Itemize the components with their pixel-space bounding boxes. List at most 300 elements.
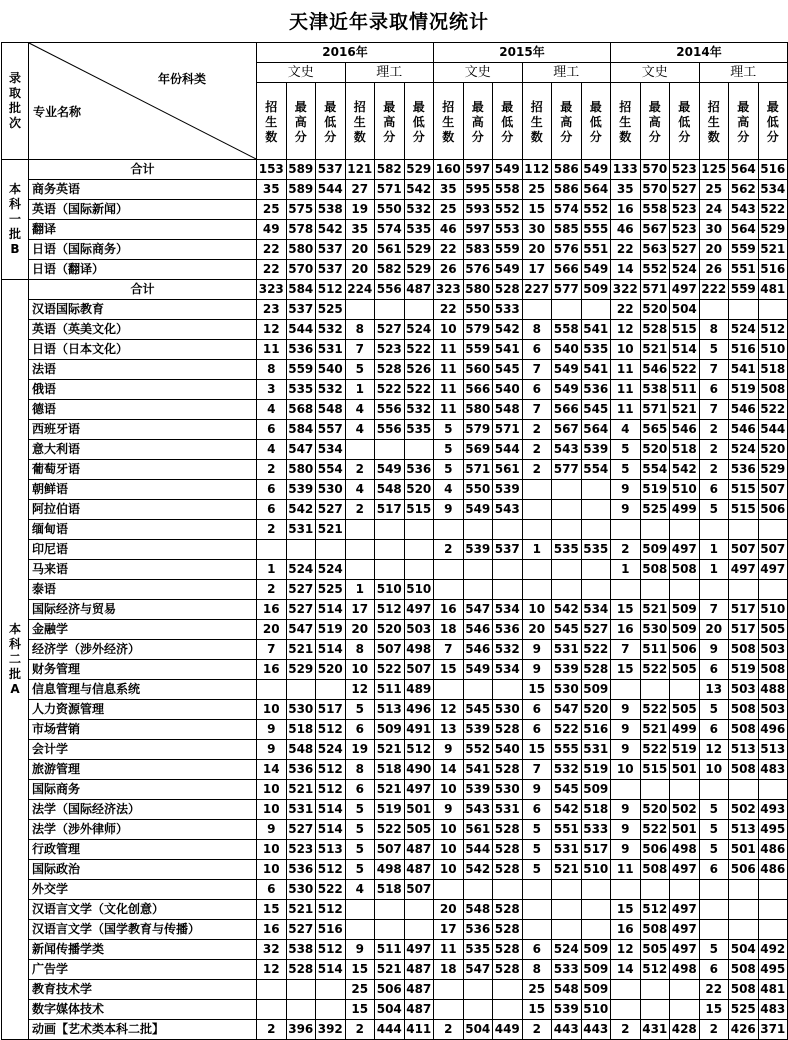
year-header: 2016年 [257,43,434,63]
value-cell: 557 [316,420,346,440]
value-cell: 15 [699,1000,729,1020]
value-cell: 5 [522,840,552,860]
value-cell: 509 [581,280,611,300]
value-cell: 549 [581,260,611,280]
value-cell: 524 [404,320,434,340]
value-cell: 512 [316,720,346,740]
value-cell: 556 [375,420,405,440]
value-cell: 514 [316,640,346,660]
value-cell: 582 [375,260,405,280]
value-cell: 525 [316,300,346,320]
major-name: 财务管理 [29,660,257,680]
value-cell: 22 [434,300,464,320]
value-cell: 522 [640,700,670,720]
value-cell: 30 [699,220,729,240]
value-cell [552,300,582,320]
value-cell [640,980,670,1000]
value-cell: 516 [758,160,788,180]
value-cell: 554 [640,460,670,480]
major-name: 马来语 [29,560,257,580]
value-cell: 530 [493,780,523,800]
value-cell: 6 [257,420,287,440]
value-cell: 323 [257,280,287,300]
value-cell: 19 [345,200,375,220]
value-cell: 545 [552,620,582,640]
value-cell: 20 [257,620,287,640]
value-cell: 9 [434,800,464,820]
value-cell: 516 [581,720,611,740]
table-row [2,800,788,820]
value-cell: 16 [434,600,464,620]
value-cell: 580 [286,240,316,260]
table-row [2,200,788,220]
value-cell: 534 [493,660,523,680]
value-cell: 25 [434,200,464,220]
value-cell: 536 [286,860,316,880]
value-cell: 528 [493,960,523,980]
value-cell: 548 [375,480,405,500]
major-name: 汉语国际教育 [29,300,257,320]
value-cell: 532 [404,200,434,220]
value-cell: 6 [699,960,729,980]
value-cell [257,1000,287,1020]
value-cell: 322 [611,280,641,300]
value-cell: 10 [611,340,641,360]
table-row [2,940,788,960]
value-cell: 521 [375,780,405,800]
value-cell: 570 [286,260,316,280]
value-cell: 2 [257,460,287,480]
value-cell: 528 [493,920,523,940]
metric-header [640,83,670,160]
value-cell: 1 [522,540,552,560]
value-cell: 16 [257,660,287,680]
value-cell: 534 [493,600,523,620]
value-cell [758,520,788,540]
value-cell: 431 [640,1020,670,1040]
value-cell [758,880,788,900]
value-cell: 6 [345,780,375,800]
value-cell: 540 [552,340,582,360]
value-cell: 534 [758,180,788,200]
value-cell: 6 [699,720,729,740]
value-cell: 11 [434,400,464,420]
value-cell: 521 [758,240,788,260]
value-cell: 487 [404,860,434,880]
value-cell: 521 [316,520,346,540]
value-cell: 533 [552,960,582,980]
value-cell: 539 [493,480,523,500]
major-name: 数字媒体技术 [29,1000,257,1020]
value-cell: 548 [463,900,493,920]
value-cell: 520 [375,620,405,640]
metric-header [729,83,759,160]
value-cell [552,580,582,600]
value-cell [316,680,346,700]
value-cell [640,880,670,900]
value-cell: 1 [611,560,641,580]
corner-top-label: 年份科类 [157,72,206,86]
value-cell: 556 [375,400,405,420]
value-cell: 548 [286,740,316,760]
value-cell: 512 [316,780,346,800]
value-cell: 542 [493,320,523,340]
value-cell: 498 [670,960,700,980]
value-cell: 505 [404,820,434,840]
value-cell: 509 [581,780,611,800]
value-cell: 5 [611,440,641,460]
value-cell: 371 [758,1020,788,1040]
value-cell: 506 [729,860,759,880]
value-cell: 546 [463,620,493,640]
metric-header [552,83,582,160]
value-cell: 23 [257,300,287,320]
table-row [2,460,788,480]
value-cell [522,500,552,520]
batch-cell [2,160,29,280]
table-row [2,820,788,840]
value-cell: 2 [522,1020,552,1040]
value-cell: 516 [729,340,759,360]
value-cell [699,300,729,320]
value-cell: 16 [257,600,287,620]
page-title: 天津近年录取情况统计 [288,11,489,33]
value-cell: 549 [493,160,523,180]
value-cell: 18 [434,620,464,640]
value-cell: 531 [286,520,316,540]
value-cell: 30 [522,220,552,240]
value-cell: 528 [493,860,523,880]
value-cell [493,680,523,700]
value-cell: 510 [758,600,788,620]
value-cell: 4 [611,420,641,440]
value-cell: 20 [345,260,375,280]
value-cell: 544 [316,180,346,200]
value-cell: 512 [316,280,346,300]
value-cell: 565 [640,420,670,440]
value-cell: 512 [758,320,788,340]
value-cell: 514 [316,800,346,820]
metric-header-label: 招生数 [353,99,366,144]
value-cell: 522 [404,380,434,400]
value-cell: 519 [375,800,405,820]
value-cell: 15 [345,1000,375,1020]
table-row [2,300,788,320]
table-row [2,920,788,940]
value-cell: 550 [463,300,493,320]
value-cell: 513 [316,840,346,860]
value-cell [611,520,641,540]
major-name: 信息管理与信息系统 [29,680,257,700]
value-cell: 1 [345,580,375,600]
value-cell [552,500,582,520]
value-cell: 547 [463,960,493,980]
value-cell: 509 [670,600,700,620]
value-cell: 27 [345,180,375,200]
major-name: 汉语言文学（国学教育与传播） [29,920,257,940]
value-cell: 546 [729,420,759,440]
value-cell: 512 [316,860,346,880]
value-cell: 2 [699,420,729,440]
value-cell: 544 [758,420,788,440]
value-cell: 15 [522,740,552,760]
value-cell: 571 [640,280,670,300]
table-row [2,1020,788,1040]
value-cell: 577 [552,460,582,480]
value-cell: 20 [699,620,729,640]
value-cell [581,520,611,540]
value-cell: 528 [493,940,523,960]
value-cell: 559 [463,340,493,360]
major-name: 翻译 [29,220,257,240]
value-cell: 15 [434,660,464,680]
value-cell: 125 [699,160,729,180]
value-cell: 11 [611,380,641,400]
metric-header [375,83,405,160]
value-cell: 510 [404,580,434,600]
value-cell: 520 [640,800,670,820]
value-cell [316,1000,346,1020]
value-cell: 537 [493,540,523,560]
value-cell [493,560,523,580]
value-cell: 5 [345,700,375,720]
value-cell: 2 [345,1020,375,1040]
value-cell: 11 [434,380,464,400]
value-cell: 513 [729,820,759,840]
value-cell: 549 [552,360,582,380]
value-cell: 517 [729,620,759,640]
major-name: 日语（翻译） [29,260,257,280]
table-row [2,1000,788,1020]
value-cell: 503 [758,640,788,660]
batch-label: 本科一批B [8,182,21,256]
value-cell: 526 [404,360,434,380]
value-cell [581,920,611,940]
value-cell: 542 [316,220,346,240]
value-cell: 547 [463,600,493,620]
value-cell [699,880,729,900]
value-cell: 505 [670,660,700,680]
value-cell: 524 [729,440,759,460]
value-cell [404,540,434,560]
value-cell: 511 [670,380,700,400]
value-cell: 556 [375,280,405,300]
value-cell [581,900,611,920]
value-cell: 542 [552,800,582,820]
major-name: 法学（国际经济法） [29,800,257,820]
table-row [2,680,788,700]
value-cell: 527 [286,580,316,600]
value-cell: 513 [729,740,759,760]
value-cell: 537 [286,300,316,320]
value-cell: 545 [463,700,493,720]
value-cell: 14 [611,260,641,280]
value-cell: 511 [640,640,670,660]
value-cell: 22 [699,980,729,1000]
value-cell: 541 [581,320,611,340]
value-cell: 25 [522,180,552,200]
value-cell: 518 [758,360,788,380]
value-cell: 8 [345,760,375,780]
value-cell: 503 [729,680,759,700]
value-cell [404,560,434,580]
value-cell [345,560,375,580]
value-cell: 5 [345,800,375,820]
value-cell: 1 [345,380,375,400]
metric-header-label: 最高分 [294,99,307,144]
major-name: 意大利语 [29,440,257,460]
value-cell: 497 [670,920,700,940]
value-cell: 509 [581,940,611,960]
value-cell: 547 [552,700,582,720]
value-cell: 497 [404,600,434,620]
value-cell: 522 [375,380,405,400]
corner-bottom-label: 专业名称 [33,105,82,119]
value-cell [552,920,582,940]
value-cell [581,300,611,320]
value-cell: 545 [552,780,582,800]
value-cell: 505 [670,700,700,720]
value-cell: 530 [286,700,316,720]
value-cell [729,300,759,320]
value-cell [611,880,641,900]
value-cell: 514 [316,960,346,980]
value-cell: 559 [493,240,523,260]
value-cell: 2 [699,460,729,480]
value-cell: 11 [611,400,641,420]
value-cell: 508 [640,920,670,940]
value-cell: 525 [640,500,670,520]
value-cell: 506 [670,640,700,660]
value-cell: 528 [640,320,670,340]
value-cell: 521 [640,720,670,740]
value-cell: 18 [434,960,464,980]
value-cell: 520 [640,440,670,460]
value-cell: 496 [404,700,434,720]
value-cell: 4 [345,480,375,500]
table-row [2,600,788,620]
value-cell: 508 [758,660,788,680]
metric-header-label: 最低分 [766,99,779,144]
value-cell: 564 [729,160,759,180]
value-cell: 517 [729,600,759,620]
value-cell: 392 [316,1020,346,1040]
value-cell: 7 [522,760,552,780]
value-cell: 16 [611,920,641,940]
value-cell [552,480,582,500]
value-cell [463,520,493,540]
value-cell [640,520,670,540]
value-cell: 533 [493,300,523,320]
value-cell: 529 [404,160,434,180]
value-cell: 521 [286,780,316,800]
value-cell: 558 [552,320,582,340]
value-cell: 516 [316,920,346,940]
value-cell: 2 [434,1020,464,1040]
value-cell: 508 [640,860,670,880]
value-cell: 508 [729,760,759,780]
value-cell [463,560,493,580]
major-name: 国际经济与贸易 [29,600,257,620]
value-cell: 546 [729,400,759,420]
value-cell [493,880,523,900]
value-cell: 6 [699,860,729,880]
major-name: 日语（国际商务） [29,240,257,260]
value-cell: 568 [286,400,316,420]
value-cell [522,880,552,900]
value-cell: 26 [699,260,729,280]
value-cell: 527 [286,820,316,840]
table-row [2,560,788,580]
value-cell: 518 [375,760,405,780]
major-name: 德语 [29,400,257,420]
value-cell: 5 [345,860,375,880]
table-row [2,580,788,600]
value-cell: 540 [493,380,523,400]
value-cell: 524 [729,320,759,340]
value-cell: 6 [699,380,729,400]
value-cell: 513 [758,740,788,760]
value-cell [552,560,582,580]
value-cell: 528 [286,960,316,980]
value-cell: 579 [463,420,493,440]
value-cell: 515 [404,500,434,520]
total-row [2,280,788,300]
value-cell: 535 [286,380,316,400]
metric-header-label: 最高分 [383,99,396,144]
value-cell: 517 [581,840,611,860]
value-cell: 523 [670,220,700,240]
value-cell: 1 [257,560,287,580]
value-cell [316,980,346,1000]
value-cell: 558 [493,180,523,200]
value-cell [257,540,287,560]
value-cell: 486 [758,860,788,880]
value-cell: 561 [493,460,523,480]
value-cell: 10 [611,760,641,780]
value-cell: 486 [758,840,788,860]
total-label: 合计 [29,160,257,180]
value-cell: 512 [316,940,346,960]
value-cell: 502 [670,800,700,820]
value-cell: 4 [345,400,375,420]
value-cell: 522 [375,820,405,840]
value-cell: 7 [434,640,464,660]
table-row [2,640,788,660]
value-cell: 22 [434,240,464,260]
value-cell: 509 [640,540,670,560]
value-cell: 5 [699,500,729,520]
value-cell: 501 [670,760,700,780]
value-cell: 497 [670,900,700,920]
value-cell: 597 [463,160,493,180]
value-cell: 508 [729,980,759,1000]
value-cell: 504 [670,300,700,320]
value-cell [611,680,641,700]
value-cell: 509 [375,720,405,740]
value-cell: 518 [375,880,405,900]
value-cell: 597 [463,220,493,240]
value-cell: 522 [375,660,405,680]
value-cell: 1 [699,560,729,580]
value-cell: 589 [286,160,316,180]
value-cell: 11 [434,340,464,360]
value-cell: 481 [758,980,788,1000]
value-cell [522,300,552,320]
value-cell: 515 [729,500,759,520]
value-cell: 8 [345,640,375,660]
value-cell: 507 [404,880,434,900]
